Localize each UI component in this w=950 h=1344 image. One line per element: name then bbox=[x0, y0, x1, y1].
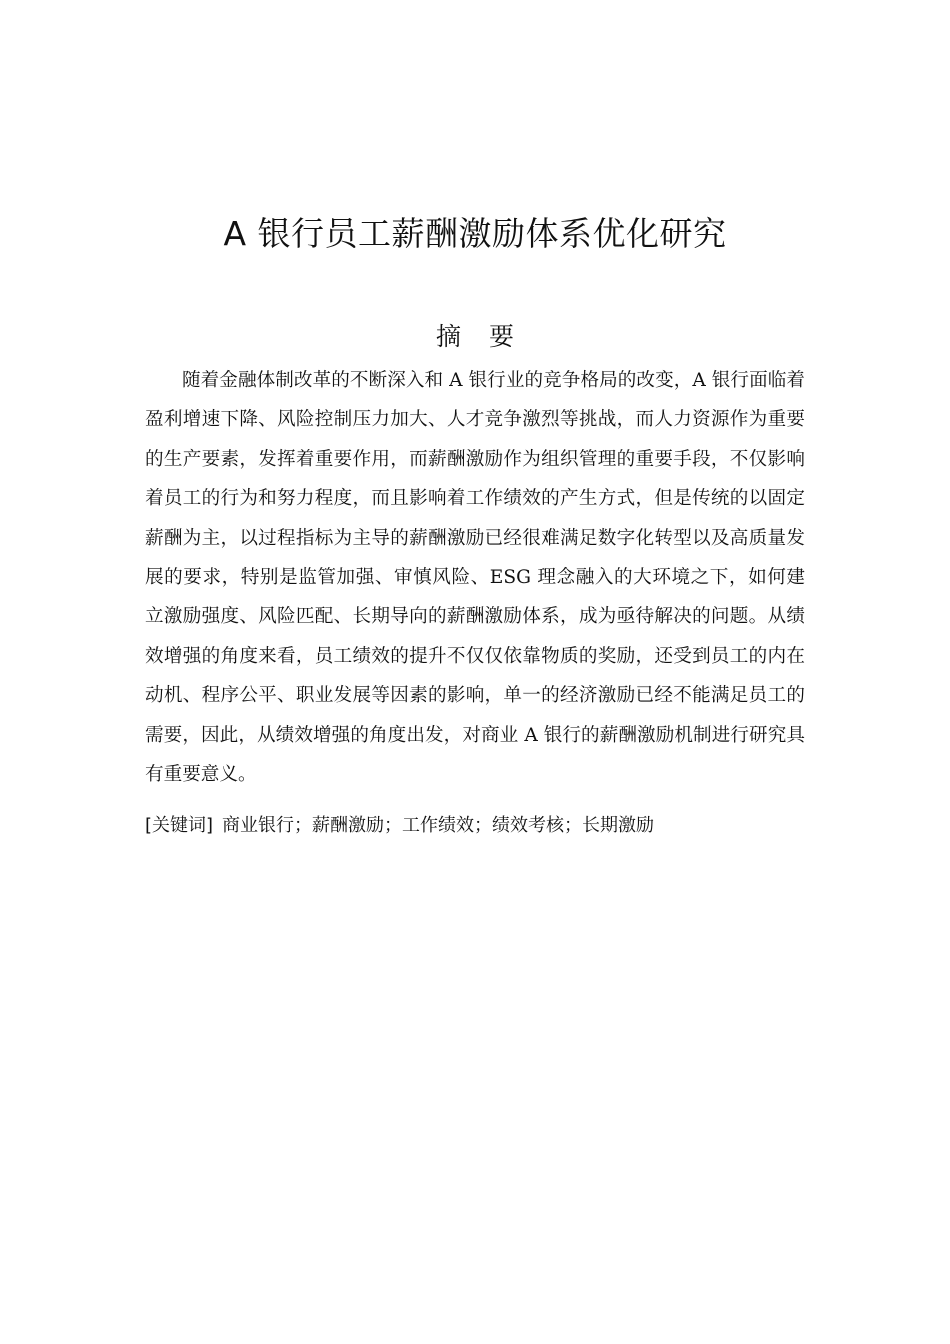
document-title: A 银行员工薪酬激励体系优化研究 bbox=[223, 214, 727, 254]
keywords-label: [关键词] bbox=[145, 815, 214, 836]
keywords-line bbox=[145, 811, 805, 841]
abstract-heading: 摘要 bbox=[435, 321, 542, 351]
keywords-value: 商业银行；薪酬激励；工作绩效；绩效考核；长期激励 bbox=[222, 815, 655, 836]
abstract-body: 随着金融体制改革的不断深入和 A 银行业的竞争格局的改变，A 银行面临着盈利增速下降、风险控制压力加大、人才竞争激烈等挑战，而人力资源作为重要的生产要素，发挥着重要作用，而薪酬激励作为组织管理的重要手段，不仅影响着员工的行为和努力程度，而且影响着工作绩效的产生方式，但是传统的以固定薪酬为主，以过程指标为主导的薪酬激励已经很难满足数字化转型以及高质量发展的要求，特别是监管加强、审慎风险、ESG 理念融入的大环境之下，如何建立激励强度、风险匹配、长期导向的薪酬激励体系，成为亟待解决的问题。从绩效增强的角度来看，员工绩效的提升不仅仅依靠物质的奖励，还受到员工的内在动机、程序公平、职业发展等因素的影响，单一的经济激励已经不能满足员工的需要，因此，从绩效增强的角度出发，对商业 A 银行的薪酬激励机制进行研究具有重要意义。 bbox=[145, 370, 805, 786]
